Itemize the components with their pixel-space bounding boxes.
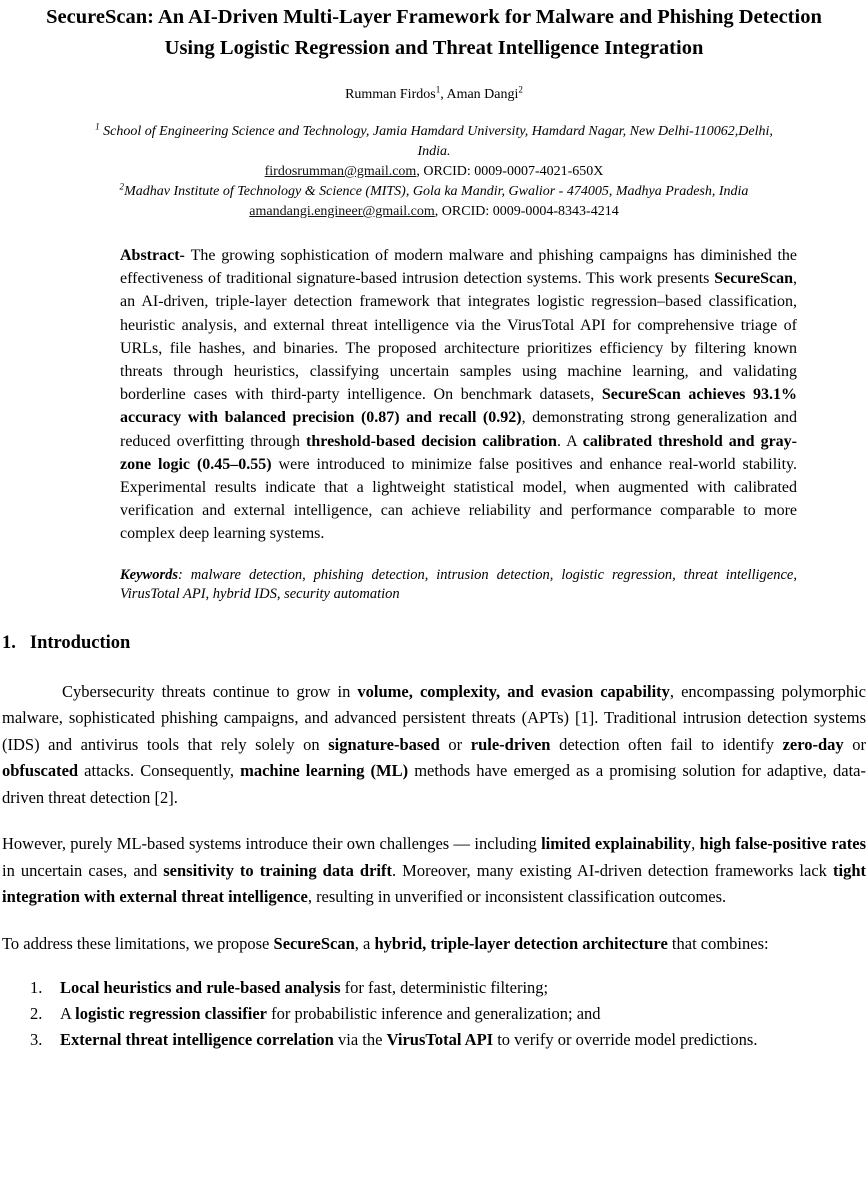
list-text-1: Local heuristics and rule-based analysis for fast, deterministic filtering; xyxy=(60,978,549,998)
paper-title: SecureScan: An AI-Driven Multi-Layer Framework for Malware and Phishing Detection Using Logistic Regression and Threat Intelligence Integration xyxy=(46,6,822,59)
email-link-1[interactable]: firdosrumman@gmail.com xyxy=(264,164,417,179)
authors-line: Rumman Firdos$^1$, Aman Dangi$^2$ xyxy=(345,84,523,102)
email-orcid-line-2: amandangi.engineer@gmail.com, ORCID: 0009-0004-8343-4214 xyxy=(249,204,619,219)
list-text-2: A logistic regression classifier for probabilistic inference and generalization; and xyxy=(60,1004,601,1024)
list-text-3: External threat intelligence correlation via the VirusTotal API to verify or override model predictions. xyxy=(60,1030,758,1050)
list-marker-2: 2. xyxy=(30,1004,43,1024)
section-heading xyxy=(2,631,866,655)
list-marker-3: 3. xyxy=(30,1030,43,1050)
numbered-list xyxy=(30,975,866,1053)
intro-paragraph-3: To address these limitations, we propose SecureScan, a hybrid, triple-layer detection architecture that combines: xyxy=(2,933,769,953)
affiliations-block xyxy=(84,122,784,222)
list-item-2 xyxy=(30,1001,866,1027)
abstract-paragraph: Abstract- The growing sophistication of modern malware and phishing campaigns has diminished the effectiveness of traditional signature-based intrusion detection systems. This work presents SecureScan, an AI-driven, triple-layer detection framework that integrates logistic regression–based classification, heuristic analysis, and external threat intelligence via the VirusTotal API for comprehensive triage of URLs, file hashes, and binaries. The proposed architecture prioritizes efficiency by filtering known threats through heuristics, classifying uncertain samples using machine learning, and validating borderline cases with third-party intelligence. On benchmark datasets, SecureScan achieves 93.1% accuracy with balanced precision (0.87) and recall (0.92), demonstrating strong generalization and reduced overfitting through threshold-based decision calibration. A calibrated threshold and gray-zone logic (0.45–0.55) were introduced to minimize false positives and enhance real-world stability. Experimental results indicate that a lightweight statistical model, when augmented with calibrated verification and external intelligence, can achieve reliability and performance comparable to more complex deep learning systems. xyxy=(120,247,798,543)
list-marker-1: 1. xyxy=(30,978,43,998)
intro-paragraph-2: However, purely ML-based systems introduce their own challenges — including limited explainability, high false-positive rates in uncertain cases, and sensitivity to training data drift. Moreover, many existing AI-driven detection frameworks lack tight integration with external threat intelligence, resulting in unverified or inconsistent classification outcomes. xyxy=(2,834,867,907)
list-item-3 xyxy=(30,1027,866,1053)
section-title: Introduction xyxy=(29,632,131,653)
keywords-line: Keywords: malware detection, phishing detection, intrusion detection, logistic regression, threat intelligence, VirusTotal API, hybrid IDS, security automation xyxy=(120,566,797,603)
affiliation-line-2: $^2$Madhav Institute of Technology & Science (MITS), Gola ka Mandir, Gwalior - 474005, Madhya Pradesh, India xyxy=(119,181,749,199)
section-number: 1. xyxy=(2,632,16,653)
email-orcid-line-1: firdosrumman@gmail.com, ORCID: 0009-0007-4021-650X xyxy=(264,164,604,179)
email-link-2[interactable]: amandangi.engineer@gmail.com xyxy=(249,204,435,219)
affiliation-line-1: $^1$ School of Engineering Science and Technology, Jamia Hamdard University, Hamdard Nagar, New Delhi-110062,Delhi, India. xyxy=(95,121,773,159)
intro-paragraph-1: Cybersecurity threats continue to grow in volume, complexity, and evasion capability, encompassing polymorphic malware, sophisticated phishing campaigns, and advanced persistent threats (APTs) [1]. Traditional intrusion detection systems (IDS) and antivirus tools that rely solely on signature-based or rule-driven detection often fail to identify zero-day or obfuscated attacks. Consequently, machine learning (ML) methods have emerged as a promising solution for adaptive, data-driven threat detection [2]. xyxy=(2,681,867,807)
list-item-1 xyxy=(30,975,866,1001)
